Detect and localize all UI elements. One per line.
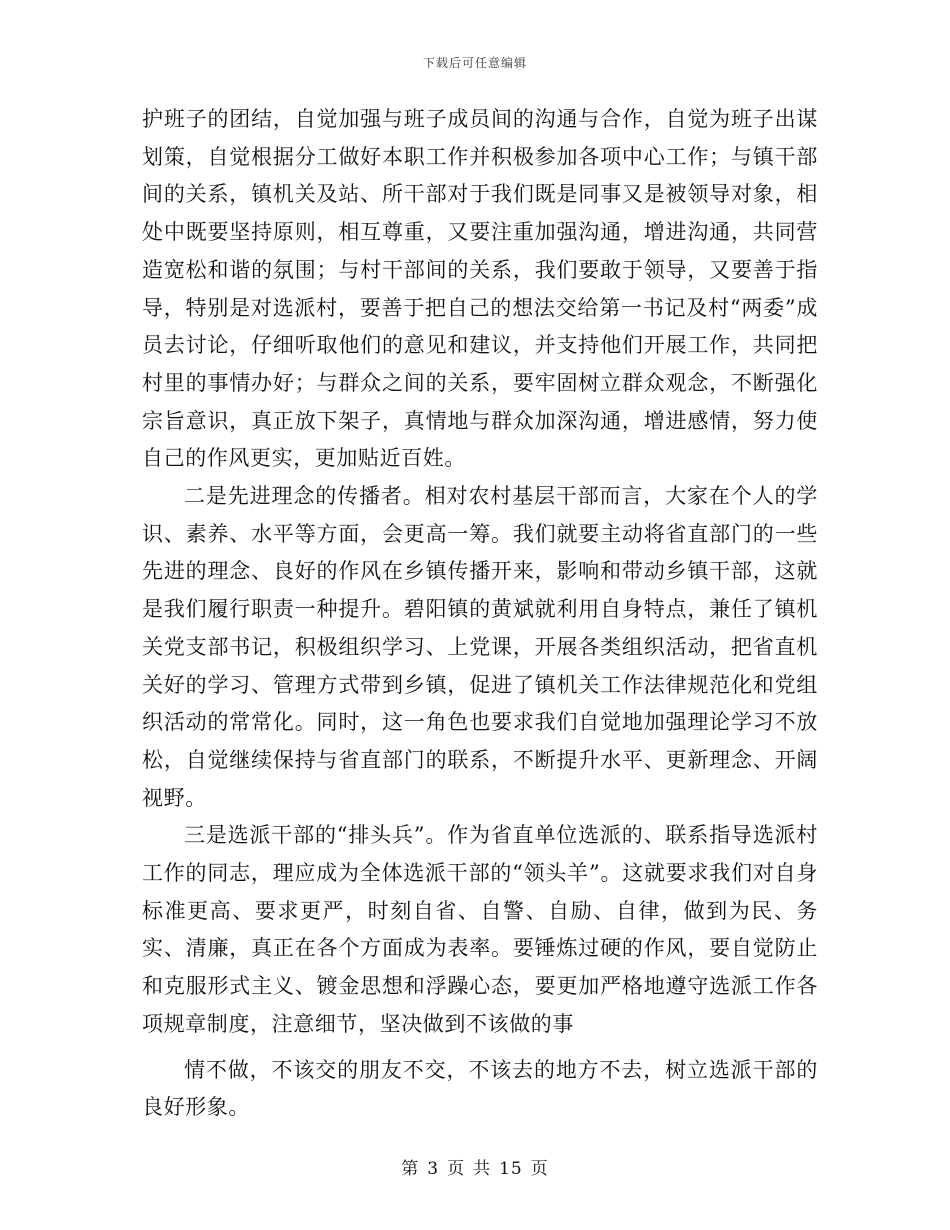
page-suffix: 页	[530, 1159, 549, 1179]
page-mid: 页	[447, 1159, 466, 1179]
page-prefix: 第	[401, 1159, 420, 1179]
page-footer	[0, 1154, 950, 1179]
paragraph-continuation: 护班子的团结，自觉加强与班子成员间的沟通与合作，自觉为班子出谋划策，自觉根据分工做好本职工作并积极参加各项中心工作；与镇干部间的关系，镇机关及站、所干部对于我们既是同事又是被领导对象，相处中既要坚持原则，相互尊重，又要注重加强沟通，增进沟通，共同营造宽松和谐的氛围；与村干部间的关系，我们要敢于领导，又要善于指导，特别是对选派村，要善于把自己的想法交给第一书记及村“两委”成员去讨论，仔细听取他们的意见和建议，并支持他们开展工作，共同把村里的事情办好；与群众之间的关系，要牢固树立群众观念，不断强化宗旨意识，真正放下架子，真情地与群众加深沟通，增进感情，努力使自己的作风更实，更加贴近百姓。	[142, 107, 818, 471]
paragraph-point-three: 三是选派干部的“排头兵”。作为省直单位选派的、联系指导选派村工作的同志，理应成为全体选派干部的“领头羊”。这就要求我们对自身标准更高、要求更严，时刻自省、自警、自励、自律，做到为民、务实、清廉，真正在各个方面成为表率。要锤炼过硬的作风，要自觉防止和克服形式主义、镀金思想和浮躁心态，要更加严格地遵守选派工作各项规章制度，注意细节，坚决做到不该做的事	[142, 823, 818, 1036]
header-note: 下载后可任意编辑	[422, 56, 527, 70]
current-page-number: 3	[427, 1159, 440, 1179]
document-body	[142, 101, 818, 1127]
paragraph-point-two: 二是先进理念的传播者。相对农村基层干部而言，大家在个人的学识、素养、水平等方面，会更高一筹。我们就要主动将省直部门的一些先进的理念、良好的作风在乡镇传播开来，影响和带动乡镇干部，这就是我们履行职责一种提升。碧阳镇的黄斌就利用自身特点，兼任了镇机关党支部书记，积极组织学习、上党课，开展各类组织活动，把省直机关好的学习、管理方式带到乡镇，促进了镇机关工作法律规范化和党组织活动的常常化。同时，这一角色也要求我们自觉地加强理论学习不放松，自觉继续保持与省直部门的联系，不断提升水平、更新理念、开阔视野。	[142, 484, 818, 810]
paragraph-tail: 情不做，不该交的朋友不交，不该去的地方不去，树立选派干部的良好形象。	[142, 1057, 818, 1120]
total-page-number: 15	[499, 1159, 523, 1179]
total-prefix: 共	[473, 1159, 492, 1179]
